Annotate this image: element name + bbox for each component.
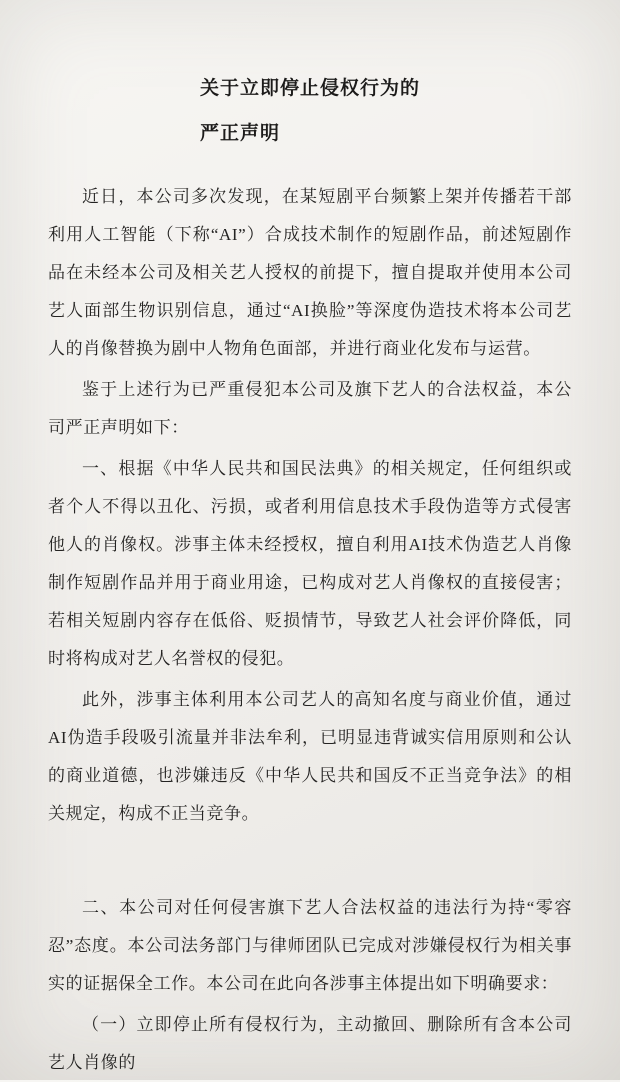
document-title-block [200,66,420,156]
paragraph-point-one: 一、根据《中华人民共和国民法典》的相关规定，任何组织或者个人不得以丑化、污损，或者利用信息技术手段伪造等方式侵害他人的肖像权。涉事主体未经授权，擅自利用AI技术伪造艺人肖像制作短剧作品并用于商业用途，已构成对艺人肖像权的直接侵害；若相关短剧内容存在低俗、贬损情节，导致艺人社会评价降低，同时将构成对艺人名誉权的侵犯。 [48,459,572,668]
paragraph-declaration-lead: 鉴于上述行为已严重侵犯本公司及旗下艺人的合法权益，本公司严正声明如下： [48,380,572,437]
paragraph-intro: 近日，本公司多次发现，在某短剧平台频繁上架并传播若干部利用人工智能（下称“AI”）合成技术制作的短剧作品，前述短剧作品在未经本公司及相关艺人授权的前提下，擅自提取并使用本公司艺人面部生物识别信息，通过“AI换脸”等深度伪造技术将本公司艺人的肖像替换为剧中人物角色面部，并进行商业化发布与运营。 [48,187,572,358]
paragraph-unfair-competition: 此外，涉事主体利用本公司艺人的高知名度与商业价值，通过AI伪造手段吸引流量并非法牟利，已明显违背诚实信用原则和公认的商业道德，也涉嫌违反《中华人民共和国反不正当竞争法》的相关规定，构成不正当竞争。 [48,690,572,823]
document-title-line-2: 严正声明 [199,123,280,144]
document-body [48,178,572,1082]
document-title [48,66,572,156]
document-title-line-1: 关于立即停止侵权行为的 [199,78,420,99]
paragraph-point-two: 二、本公司对任何侵害旗下艺人合法权益的违法行为持“零容忍”态度。本公司法务部门与律师团队已完成对涉嫌侵权行为相关事实的证据保全工作。本公司在此向各涉事主体提出如下明确要求： [48,898,572,993]
paragraph-demand-one: （一）立即停止所有侵权行为，主动撤回、删除所有含本公司艺人肖像的 [48,1015,572,1072]
